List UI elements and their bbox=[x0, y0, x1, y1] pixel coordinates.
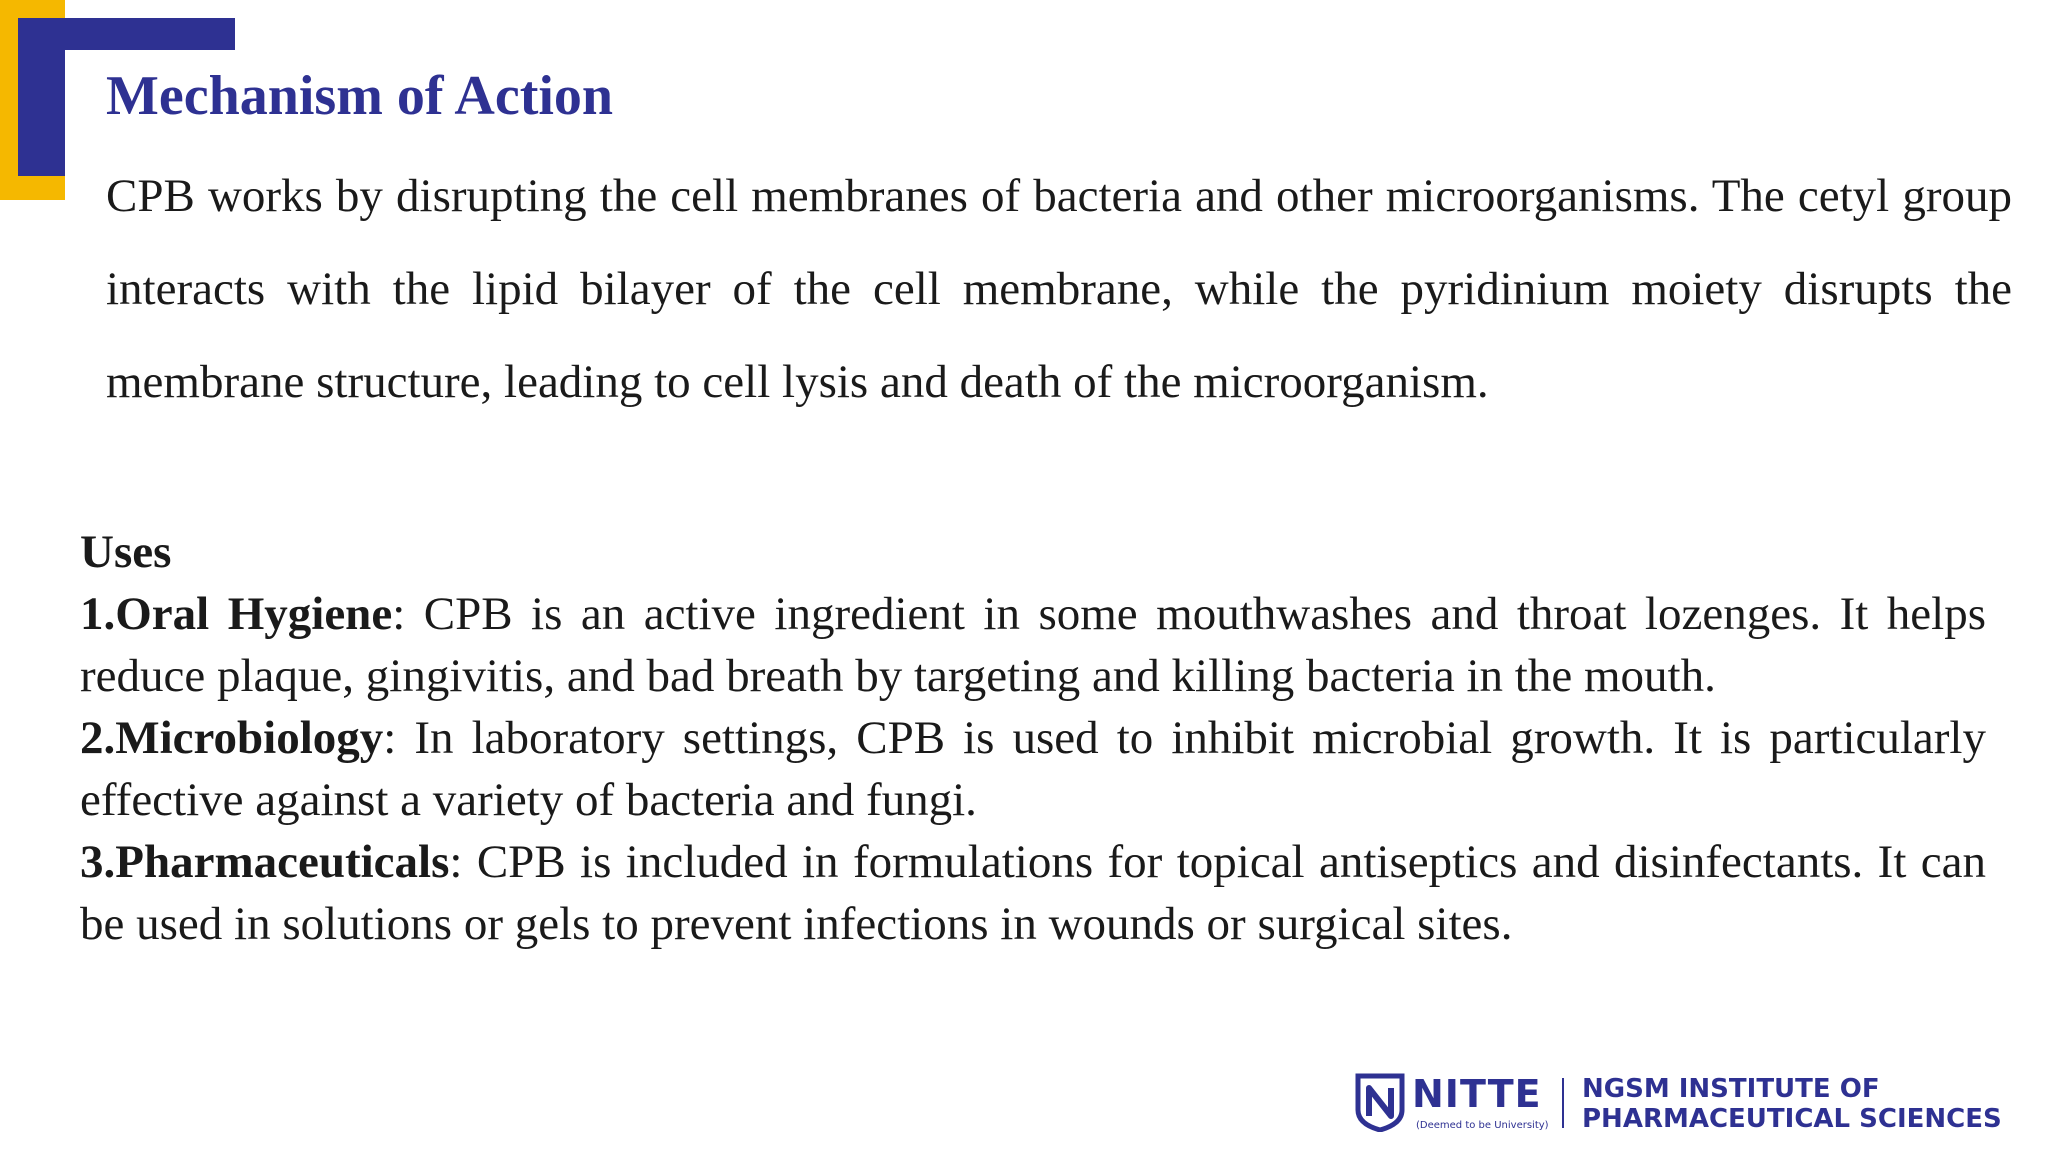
use-item-text: : CPB is an active ingredient in some mouthwashes and throat lozenges. It helps reduce plaque, gingivitis, and bad breath by targeting and killing bacteria in the mouth. bbox=[80, 588, 1986, 702]
nitte-shield-icon bbox=[1354, 1072, 1406, 1132]
institute-line-2: PHARMACEUTICAL SCIENCES bbox=[1582, 1104, 2002, 1134]
use-item-label: 3.Pharmaceuticals bbox=[80, 836, 450, 888]
use-item-oral-hygiene bbox=[80, 583, 1986, 707]
footer-logo bbox=[1354, 1068, 2034, 1138]
use-item-text: : In laboratory settings, CPB is used to inhibit microbial growth. It is particularly effective against a variety of bacteria and fungi. bbox=[80, 712, 1986, 826]
use-item-label: 2.Microbiology bbox=[80, 712, 384, 764]
corner-accent-blue-block bbox=[18, 18, 65, 176]
uses-heading: Uses bbox=[80, 526, 172, 578]
brand-subtitle: (Deemed to be University) bbox=[1416, 1120, 1549, 1131]
logo-divider bbox=[1562, 1078, 1564, 1128]
uses-section bbox=[80, 521, 1986, 955]
use-item-label: 1.Oral Hygiene bbox=[80, 588, 393, 640]
use-item-microbiology bbox=[80, 707, 1986, 831]
mechanism-paragraph: CPB works by disrupting the cell membranes of bacteria and other microorganisms. The cetyl group interacts with the lipid bilayer of the cell membrane, while the pyridinium moiety disrupts the membrane structure, leading to cell lysis and death of the microorganism. bbox=[106, 170, 2012, 408]
slide-title: Mechanism of Action bbox=[106, 65, 614, 127]
use-item-pharmaceuticals bbox=[80, 831, 1986, 955]
brand-name: NITTE bbox=[1412, 1072, 1542, 1116]
use-item-text: : CPB is included in formulations for topical antiseptics and disinfectants. It can be used in solutions or gels to prevent infections in wounds or surgical sites. bbox=[80, 836, 1986, 950]
institute-line-1: NGSM INSTITUTE OF bbox=[1582, 1074, 1880, 1104]
institute-name bbox=[1582, 1074, 2002, 1134]
